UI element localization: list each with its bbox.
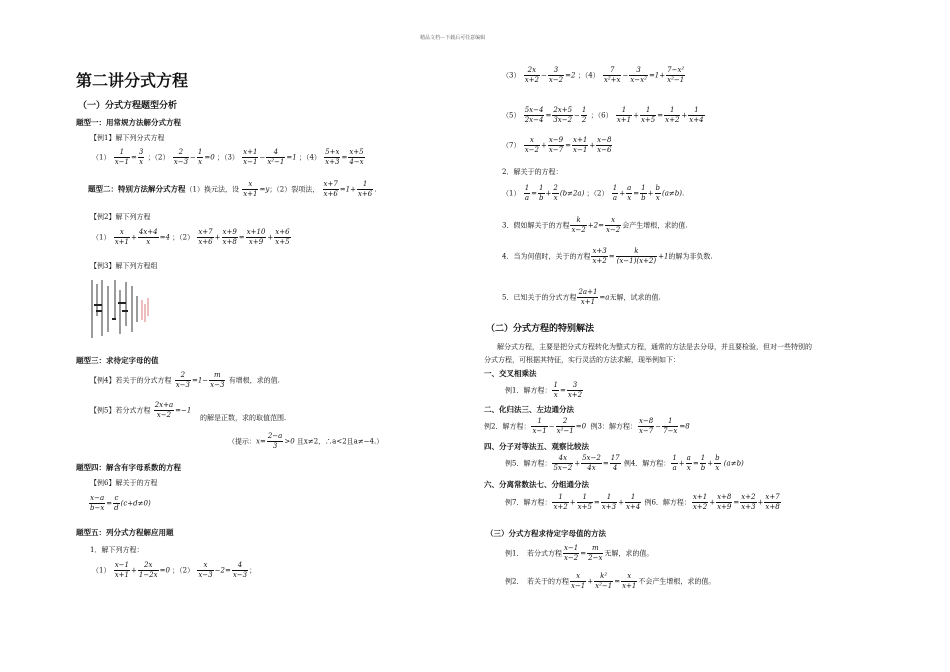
example2-equations: （1） $\frac{x}{x+1}$ + $\frac{4x+4}{x}$ =4 ；（2） $\frac{x+7}{x+6}$ + $\frac{x+9}{x+8}$ = $\frac{x+10}{x+9}$ + $\frac{x+6}{x+5}$ bbox=[92, 228, 290, 246]
type1-heading: 题型一：用常规方法解分式方程 bbox=[76, 118, 181, 127]
question5: 5．已知关于的分式方程 $\frac{2a+1}{x+1}$ =a无解，试求的值. bbox=[502, 288, 661, 306]
method2-examples: 例2．解方程： $\frac{1}{x-1}$ − $\frac{2}{\text{x²−1}}$ =0 例3：解方程： $\frac{x-8}{x-7}$ − $\frac{1}{7-x}$ =8 bbox=[484, 417, 690, 435]
section-heading-1: （一）分式方程题型分析 bbox=[78, 101, 178, 111]
section3-example1: 例1． 若分式方程 $\frac{x-1}{x-2}$ = $\frac{m}{2-x}$ 无解，求的值。 bbox=[505, 544, 654, 562]
type4-heading: 题型四：解含有字母系数的方程 bbox=[76, 463, 181, 472]
method4-heading: 四、分子对等法五、观察比较法 bbox=[484, 442, 589, 451]
type5-heading: 题型五：列分式方程解应用题 bbox=[76, 528, 174, 537]
method4-examples: 例5．解方程： $\frac{4x}{5x-2}$ + $\frac{5x-2}{4x}$ = $\frac{17}{4}$ 例4．解方程： $\frac{1}{a}$ + $\frac{a}{x}$ = $\frac{1}{b}$ + $\frac{b}{x}$ (a≠b) bbox=[505, 454, 744, 472]
example5-tail: 的解是正数，求的取值范围. bbox=[200, 414, 287, 422]
example6-equation: $\frac{x-a}{b-x}$ = $\frac{c}{d}$ (c+d≠0) bbox=[90, 494, 151, 512]
example5: 【例5】若分式方程 $\frac{2x+a}{x-2}$ =−1 bbox=[90, 401, 192, 419]
example4: 【例4】若关于的分式方程 $\frac{2}{x-3}$ =1− $\frac{m}{x-3}$ 有增根，求的值. bbox=[90, 371, 280, 389]
eq-row-7: （7） $\frac{x}{x-2}$ + $\frac{x-9}{x-7}$ = $\frac{x+1}{x-1}$ + $\frac{x-8}{x-6}$ bbox=[502, 136, 612, 154]
example3-label: 【例3】解下列方程组 bbox=[90, 262, 158, 270]
type3-heading: 题型三：求待定字母的值 bbox=[76, 356, 159, 365]
example6-label: 【例6】解关于的方程 bbox=[90, 479, 158, 487]
paragraph-line-1: 解分式方程，主要是把分式方程转化为整式方程，通常的方法是去分母，并且要检验，但对一些特别的 bbox=[497, 343, 812, 351]
hint: （提示：x= $\frac{2-a}{3}$ >0 且x≠2，∴a<2且a≠−4.） bbox=[228, 432, 384, 450]
subtask1-equations: （1） $\frac{x-1}{x+1}$ + $\frac{2x}{1-2x}$ =0 ；（2） $\frac{x}{x-3}$ −2= $\frac{4}{x-3}$ ； bbox=[92, 561, 257, 579]
method1-heading: 一、交叉相乘法 bbox=[484, 369, 537, 378]
type2-line: 题型二：特别方法解分式方程（1）换元法，设 $\frac{x}{x+1}$ =y；（2）裂项法， $\frac{x+7}{x+6}$ =1+ $\frac{1}{x+6}$ . bbox=[88, 180, 377, 198]
method2-heading: 二、化归法三、左边通分法 bbox=[484, 405, 574, 414]
page-title: 第二讲分式方程 bbox=[76, 71, 189, 90]
section3-example2: 例2． 若关于的方程 $\frac{x}{x-1}$ + $\frac{\text{k²}}{\text{x²−1}}$ = $\frac{x}{x+1}$ 不会产生增根，求的值。 bbox=[505, 572, 716, 590]
method6-examples: 例7．解方程： $\frac{1}{x+2}$ + $\frac{1}{x+5}$ = $\frac{1}{x+3}$ + $\frac{1}{x+4}$ 例6．解方程： $\frac{x+1}{x+2}$ + $\frac{x+8}{x+9}$ = $\frac{x+2}{x+3}$ + $\frac{x+7}{x+8}$ bbox=[505, 493, 780, 511]
question4: 4．当为何值时，关于的方程 $\frac{x+3}{x+2}$ = $\frac{k}{(x-1)(x+2)}$ +1的解为非负数. bbox=[502, 247, 713, 265]
section-heading-3: （三）分式方程求待定字母值的方法 bbox=[486, 529, 606, 538]
example2-label: 【例2】解下列方程 bbox=[90, 213, 151, 221]
method6-heading: 六、分离常数法七、分组通分法 bbox=[484, 480, 589, 489]
paragraph-line-2: 分式方程，可根据其特征，实行灵活的方法求解，现举例如下： bbox=[484, 356, 680, 364]
method1-example: 例1．解方程： $\frac{1}{x}$ = $\frac{3}{x+2}$ bbox=[505, 381, 583, 399]
eq-row-3-4: （3） $\frac{2x}{x+2}$ − $\frac{3}{x-2}$ =2 ；（4） $\frac{7}{\text{x²+x}}$ − $\frac{3}{\text{x−x²}}$ =1+ $\frac{\text{7−x²}}{\text{x²−1}}$ bbox=[502, 66, 685, 84]
subtask1-label: 1．解下列方程： bbox=[90, 546, 144, 554]
example1-label: 【例1】解下列分式方程 bbox=[90, 134, 165, 142]
page-header: 精品文档---下载后可任意编辑 bbox=[420, 35, 486, 41]
question2-label: 2．解关于的方程： bbox=[502, 168, 563, 176]
equation-system-image bbox=[88, 276, 154, 342]
question2-equations: （1） $\frac{1}{a}$ = $\frac{1}{b}$ + $\frac{2}{x}$ (b≠2a) ；（2） $\frac{1}{a}$ + $\frac{a}{x}$ = $\frac{1}{b}$ + $\frac{b}{x}$ (a≠b). bbox=[502, 184, 685, 202]
question3: 3．假如解关于的方程 $\frac{k}{x-2}$ +2= $\frac{x}{x-2}$ 会产生增根，求的值. bbox=[502, 216, 688, 234]
example1-equations: （1） $\frac{1}{x-1}$ = $\frac{3}{x}$ ；（2） $\frac{2}{x-3}$ − $\frac{1}{x}$ =0 ；（3） $\frac{x+1}{x-1}$ − $\frac{4}{\text{x²−1}}$ =1 ；（4） $\frac{5+x}{x+3}$ = $\frac{x+5}{4-x}$ bbox=[92, 148, 364, 166]
section-heading-2: （二）分式方程的特别解法 bbox=[486, 324, 595, 334]
eq-row-5-6: （5） $\frac{5x-4}{2x-4}$ = $\frac{2x+5}{3x-2}$ − $\frac{1}{2}$ ；（6） $\frac{1}{x+1}$ + $\frac{1}{x+5}$ = $\frac{1}{x+2}$ + $\frac{1}{x+4}$ bbox=[502, 106, 704, 124]
